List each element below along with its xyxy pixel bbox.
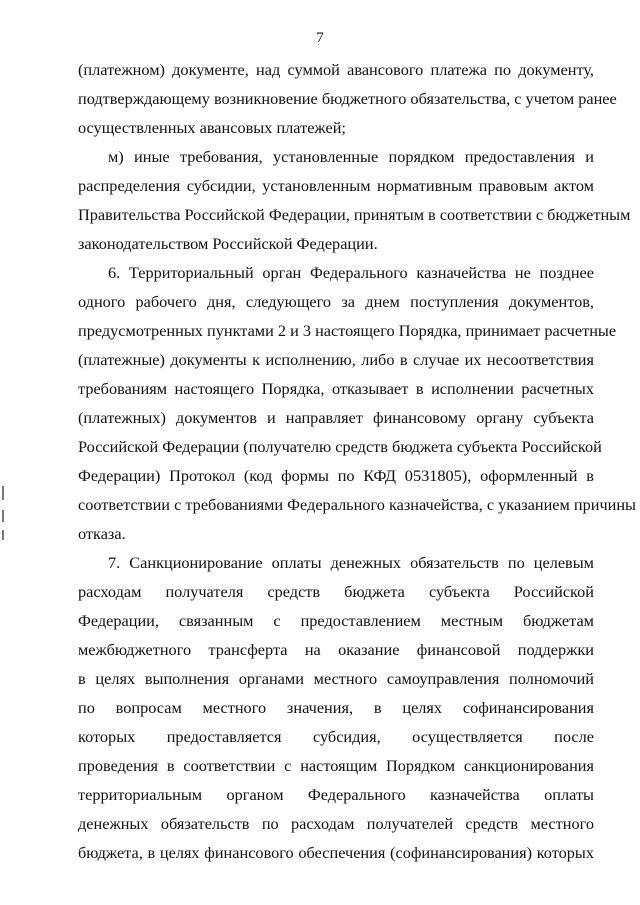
scan-mark (2, 530, 4, 540)
text-line: соответствии с требованиями Федерального казначейства, с указанием причины (78, 495, 636, 514)
text-line: распределения субсидии, установленным нормативным правовым актом (78, 176, 594, 195)
text-line: предусмотренных пунктами 2 и 3 настоящего Порядка, принимает расчетные (78, 321, 617, 340)
text-line: отказа. (78, 524, 126, 543)
text-line: 7. Санкционирование оплаты денежных обязательств по целевым (108, 553, 594, 572)
text-line: территориальным органом Федерального казначейства оплаты (78, 785, 594, 804)
page-number: 7 (316, 30, 324, 46)
text-line: которых предоставляется субсидия, осуществляется после (78, 727, 594, 746)
text-line: (платежные) документы к исполнению, либо в случае их несоответствия (78, 350, 594, 369)
text-line: 6. Территориальный орган Федерального казначейства не позднее (108, 263, 594, 282)
text-line: одного рабочего дня, следующего за днем поступления документов, (78, 292, 594, 311)
text-line: по вопросам местного значения, в целях софинансирования (78, 698, 594, 717)
text-line: требованиям настоящего Порядка, отказывает в исполнении расчетных (78, 379, 594, 398)
text-line: денежных обязательств по расходам получателей средств местного (78, 814, 594, 833)
text-line: подтверждающему возникновение бюджетного обязательства, с учетом ранее (78, 89, 617, 108)
text-line: проведения в соответствии с настоящим Порядком санкционирования (78, 756, 594, 775)
text-line: расходам получателя средств бюджета субъекта Российской (78, 582, 594, 601)
text-line: (платежных) документов и направляет финансовому органу субъекта (78, 408, 594, 427)
text-line: Правительства Российской Федерации, принятым в соответствии с бюджетным (78, 205, 631, 224)
scan-mark (2, 510, 4, 522)
scan-mark (2, 486, 4, 500)
text-line: в целях выполнения органами местного самоуправления полномочий (78, 669, 594, 688)
text-line: межбюджетного трансферта на оказание финансовой поддержки (78, 640, 594, 659)
text-line: осуществленных авансовых платежей; (78, 118, 346, 137)
text-line: бюджета, в целях финансового обеспечения (софинансирования) которых (78, 843, 594, 862)
text-line: Федерации) Протокол (код формы по КФД 0531805), оформленный в (78, 466, 594, 485)
text-line: м) иные требования, установленные порядком предоставления и (108, 147, 594, 166)
text-line: законодательством Российской Федерации. (78, 234, 378, 253)
text-line: Российской Федерации (получателю средств бюджета субъекта Российской (78, 437, 602, 456)
text-line: Федерации, связанным с предоставлением местным бюджетам (78, 611, 594, 630)
text-line: (платежном) документе, над суммой авансового платежа по документу, (78, 60, 594, 79)
